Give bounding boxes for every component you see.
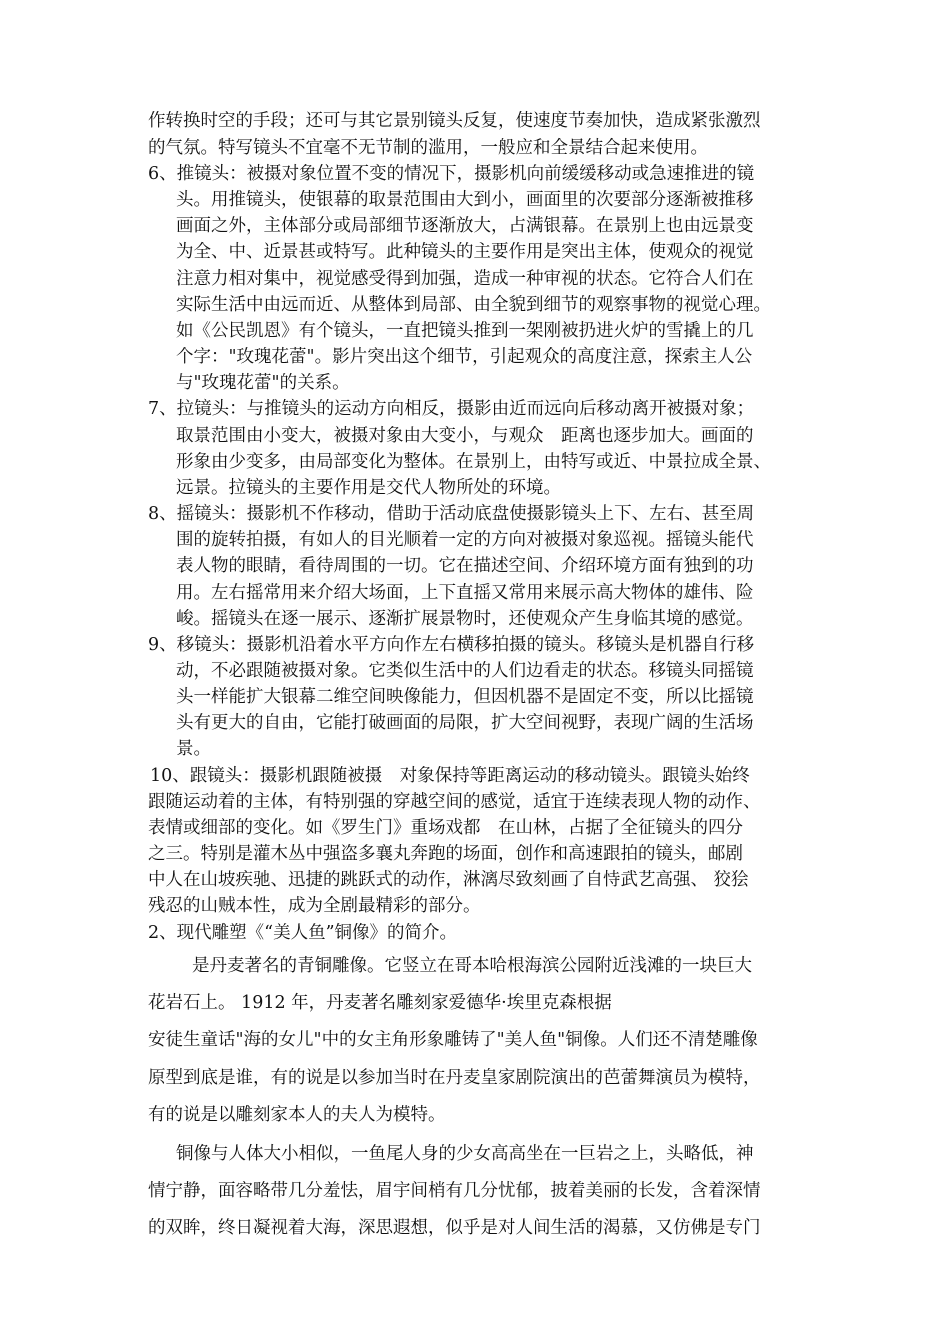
list-item-10: 10、跟镜头：摄影机跟随被摄 对象保持等距离运动的移动镜头。跟镜头始终 bbox=[150, 766, 750, 786]
text-line: 原型到底是谁，有的说是以参加当时在丹麦皇家剧院演出的芭蕾舞演员为模特， bbox=[148, 1068, 761, 1088]
text-line: 头有更大的自由，它能打破画面的局限，扩大空间视野，表现广阔的生活场 bbox=[176, 713, 754, 733]
text-line: 铜像与人体大小相似，一鱼尾人身的少女高高坐在一巨岩之上，头略低，神 bbox=[176, 1144, 754, 1164]
text-line: 头。用推镜头，使银幕的取景范围由大到小，画面里的次要部分逐渐被推移 bbox=[176, 190, 754, 210]
text-line: 用。左右摇常用来介绍大场面，上下直摇又常用来展示高大物体的雄伟、险 bbox=[176, 583, 754, 603]
text-line: 表情或细部的变化。如《罗生门》重场戏都 在山林，占据了全征镜头的四分 bbox=[148, 818, 743, 838]
text-line: 跟随运动着的主体，有特别强的穿越空间的感觉，适宜于连续表现人物的动作、 bbox=[148, 792, 761, 812]
text-line: 是丹麦著名的青铜雕像。它竖立在哥本哈根海滨公园附近浅滩的一块巨大 bbox=[192, 956, 752, 976]
list-item-6: 6、推镜头：被摄对象位置不变的情况下，摄影机向前缓缓移动或急速推进的镜 bbox=[148, 164, 755, 184]
text-line: 景。 bbox=[176, 739, 211, 759]
text-line: 注意力相对集中，视觉感受得到加强，造成一种审视的状态。它符合人们在 bbox=[176, 269, 754, 289]
text-line: 围的旋转拍摄，有如人的目光顺着一定的方向对被摄对象巡视。摇镜头能代 bbox=[176, 530, 754, 550]
list-item-8: 8、摇镜头：摄影机不作移动，借助于活动底盘使摄影镜头上下、左右、甚至周 bbox=[148, 504, 755, 524]
text-line: 动，不必跟随被摄对象。它类似生活中的人们边看走的状态。移镜头同摇镜 bbox=[176, 661, 754, 681]
text-line: 情宁静，面容略带几分羞怯，眉宇间梢有几分忧郁，披着美丽的长发，含着深情 bbox=[148, 1181, 761, 1201]
text-line: 头一样能扩大银幕二维空间映像能力，但因机器不是固定不变，所以比摇镜 bbox=[176, 687, 754, 707]
text-line: 如《公民凯恩》有个镜头，一直把镜头推到一架刚被扔进火炉的雪撬上的几 bbox=[176, 321, 754, 341]
list-item-7: 7、拉镜头：与推镜头的运动方向相反，摄影由近而远向后移动离开被摄对象； bbox=[148, 399, 755, 419]
text-line: 画面之外，主体部分或局部细节逐渐放大，占满银幕。在景别上也由远景变 bbox=[176, 216, 754, 236]
text-line: 远景。拉镜头的主要作用是交代人物所处的环境。 bbox=[176, 478, 561, 498]
section-heading: 2、现代雕塑《“美人鱼”铜像》的简介。 bbox=[148, 923, 458, 943]
text-line: 的双眸，终日凝视着大海，深思遐想，似乎是对人间生活的渴慕，又仿佛是专门 bbox=[148, 1218, 761, 1238]
text-line: 形象由少变多，由局部变化为整体。在景别上，由特写或近、中景拉成全景、 bbox=[176, 452, 771, 472]
text-line: 个字："玫瑰花蕾"。影片突出这个细节，引起观众的高度注意，探索主人公 bbox=[176, 347, 753, 367]
text-line: 作转换时空的手段；还可与其它景别镜头反复，使速度节奏加快，造成紧张激烈 bbox=[148, 111, 761, 131]
text-line: 花岩石上。 1912 年，丹麦著名雕刻家爱德华·埃里克森根据 bbox=[148, 993, 612, 1013]
text-line: 残忍的山贼本性，成为全剧最精彩的部分。 bbox=[148, 896, 481, 916]
text-line: 与"玫瑰花蕾"的关系。 bbox=[176, 373, 350, 393]
text-line: 峻。摇镜头在逐一展示、逐渐扩展景物时，还使观众产生身临其境的感觉。 bbox=[176, 609, 754, 629]
text-line: 中人在山坡疾驰、迅捷的跳跃式的动作，淋漓尽致刻画了自恃武艺高强、 狡狯 bbox=[148, 870, 749, 890]
text-line: 为全、中、近景甚或特写。此种镜头的主要作用是突出主体，使观众的视觉 bbox=[176, 242, 754, 262]
text-line: 的气氛。特写镜头不宜毫不无节制的滥用，一般应和全景结合起来使用。 bbox=[148, 138, 708, 158]
text-line: 实际生活中由远而近、从整体到局部、由全貌到细节的观察事物的视觉心理。 bbox=[176, 295, 771, 315]
list-item-9: 9、移镜头：摄影机沿着水平方向作左右横移拍摄的镜头。移镜头是机器自行移 bbox=[148, 635, 755, 655]
text-line: 有的说是以雕刻家本人的夫人为模特。 bbox=[148, 1105, 446, 1125]
text-line: 之三。特别是灌木丛中强盗多襄丸奔跑的场面，创作和高速跟拍的镜头，邮剧 bbox=[148, 844, 743, 864]
text-line: 安徒生童话"海的女儿"中的女主角形象雕铸了"美人鱼"铜像。人们还不清楚雕像 bbox=[148, 1030, 758, 1050]
text-line: 表人物的眼睛，看待周围的一切。它在描述空间、介绍环境方面有独到的功 bbox=[176, 556, 754, 576]
text-line: 取景范围由小变大，被摄对象由大变小，与观众 距离也逐步加大。画面的 bbox=[176, 426, 754, 446]
